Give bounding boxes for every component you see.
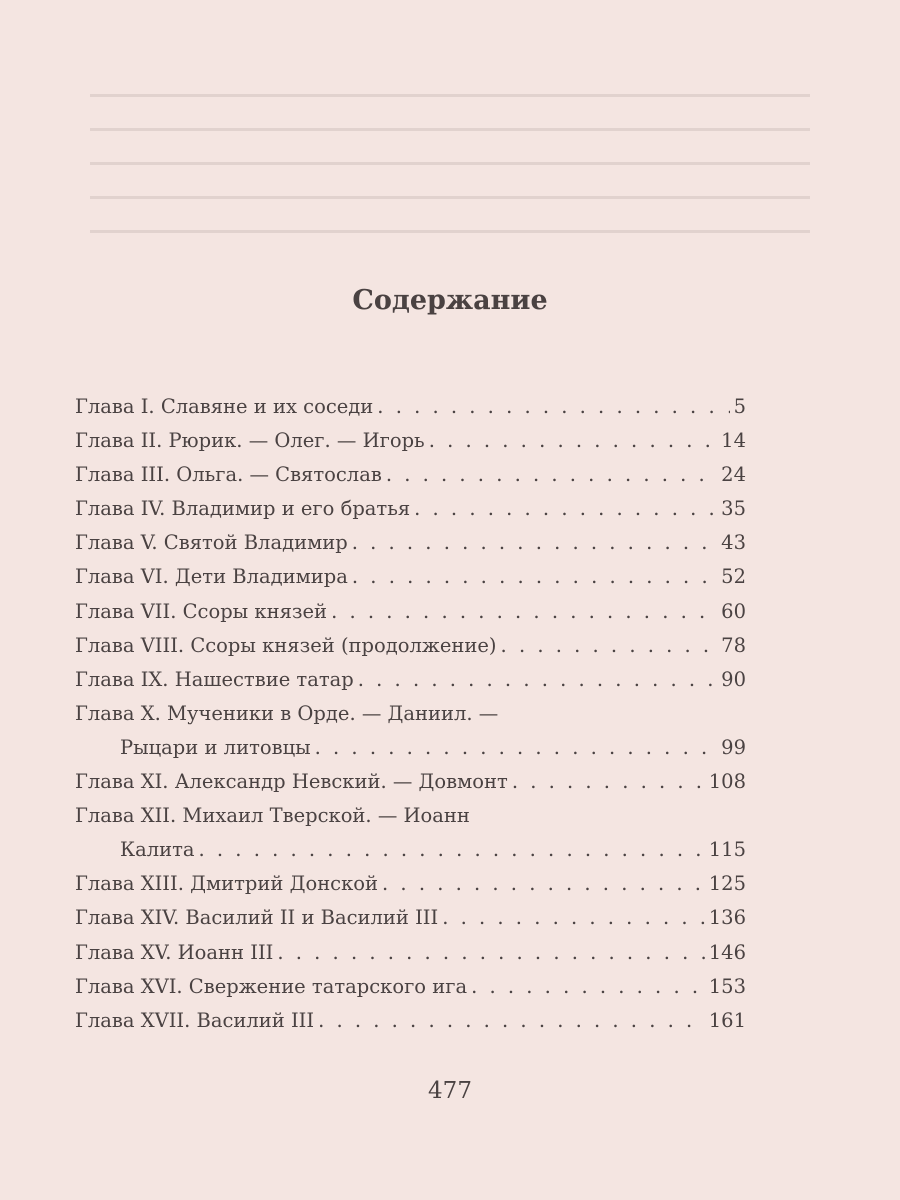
toc-entry[interactable] [75, 697, 746, 765]
toc-entry-page: 14 [721, 429, 746, 453]
toc-entry-page: 43 [721, 531, 746, 555]
page-title: Содержание [352, 285, 548, 316]
toc-entry-title: Глава XVII. Василий III [75, 1008, 315, 1032]
toc-entry-title: Глава XVI. Свержение татарского ига [75, 974, 468, 998]
toc-entry-page: 146 [708, 940, 746, 964]
dot-leader [501, 629, 718, 663]
toc-entry-page: 24 [721, 463, 746, 487]
toc-entry-title: Глава VI. Дети Владимира [75, 565, 348, 589]
dot-leader [199, 833, 705, 867]
dot-leader [377, 390, 729, 424]
toc-entry-title: Глава X. Мученики в Орде. — Даниил. — [75, 701, 499, 725]
toc-entry-title: Глава III. Ольга. — Святослав [75, 463, 382, 487]
dot-leader [352, 560, 717, 594]
toc-entry-title: Глава IV. Владимир и его братья [75, 497, 411, 521]
toc-entry[interactable] [75, 595, 746, 629]
toc-entry[interactable] [75, 458, 746, 492]
toc-entry-page: 161 [708, 1008, 746, 1032]
toc-entry-title: Глава XIV. Василий II и Василий III [75, 906, 439, 930]
toc-entry-page: 60 [721, 599, 746, 623]
toc-entry[interactable] [75, 390, 746, 424]
toc-entry[interactable] [75, 424, 746, 458]
dot-leader [352, 526, 717, 560]
bleed-through-texture [90, 80, 810, 240]
page-number: 477 [428, 1078, 472, 1104]
toc-entry[interactable] [75, 1004, 746, 1038]
toc-entry[interactable] [75, 936, 746, 970]
toc-entry-title: Глава XV. Иоанн III [75, 940, 274, 964]
dot-leader [331, 595, 717, 629]
toc-entry-page: 125 [708, 872, 746, 896]
dot-leader [358, 663, 717, 697]
dot-leader [382, 867, 705, 901]
dot-leader [318, 1004, 705, 1038]
toc-entry-title: Глава V. Святой Владимир [75, 531, 348, 555]
toc-entry-title: Глава XIII. Дмитрий Донской [75, 872, 379, 896]
toc-entry[interactable] [75, 560, 746, 594]
toc-entry-page: 99 [721, 735, 746, 759]
toc-entry-page: 115 [708, 838, 746, 862]
toc-entry-page: 90 [721, 667, 746, 691]
dot-leader [512, 765, 705, 799]
table-of-contents [75, 390, 746, 1038]
toc-entry[interactable] [75, 663, 746, 697]
toc-entry-page: 5 [733, 395, 746, 418]
toc-entry[interactable] [75, 901, 746, 935]
toc-entry-page: 136 [708, 906, 746, 930]
dot-leader [386, 458, 717, 492]
toc-entry[interactable] [75, 492, 746, 526]
dot-leader [414, 492, 717, 526]
toc-entry-title: Рыцари и литовцы [120, 735, 311, 759]
toc-entry[interactable] [75, 629, 746, 663]
toc-entry-title: Глава VIII. Ссоры князей (продолжение) [75, 633, 497, 657]
dot-leader [429, 424, 717, 458]
toc-entry-page: 153 [708, 974, 746, 998]
toc-entry[interactable] [75, 765, 746, 799]
toc-entry-title: Глава VII. Ссоры князей [75, 599, 328, 623]
toc-entry-title: Глава I. Славяне и их соседи [75, 395, 374, 418]
toc-entry-page: 78 [721, 633, 746, 657]
toc-entry[interactable] [75, 799, 746, 867]
toc-entry-page: 108 [708, 770, 746, 794]
toc-entry-title: Глава XII. Михаил Тверской. — Иоанн [75, 804, 470, 828]
toc-entry-title: Глава II. Рюрик. — Олег. — Игорь [75, 429, 425, 453]
toc-entry-page: 52 [721, 565, 746, 589]
toc-entry[interactable] [75, 970, 746, 1004]
dot-leader [471, 970, 705, 1004]
toc-entry[interactable] [75, 867, 746, 901]
dot-leader [315, 731, 718, 765]
dot-leader [277, 936, 704, 970]
toc-entry-title: Глава IX. Нашествие татар [75, 667, 354, 691]
toc-entry-title: Глава XI. Александр Невский. — Довмонт [75, 770, 508, 794]
dot-leader [442, 901, 705, 935]
toc-entry-page: 35 [721, 497, 746, 521]
toc-entry[interactable] [75, 526, 746, 560]
toc-entry-title: Калита [120, 838, 195, 862]
